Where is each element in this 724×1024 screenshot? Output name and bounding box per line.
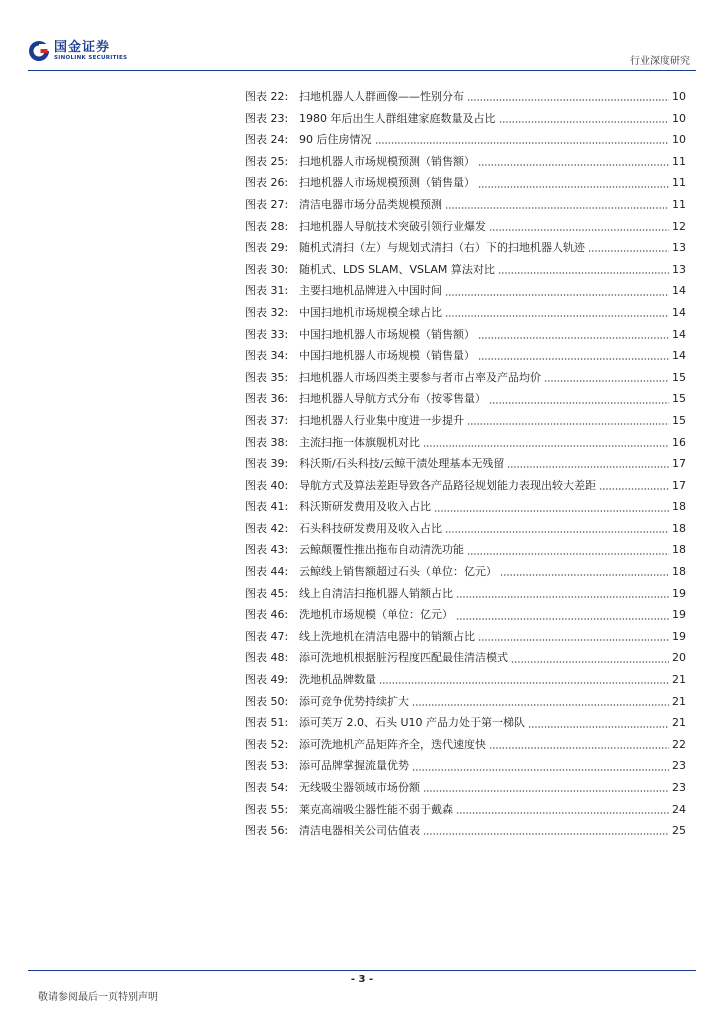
dot-leader <box>544 380 669 382</box>
figure-title: 主流扫拖一体旗舰机对比 <box>299 435 420 449</box>
toc-entry[interactable] <box>245 280 686 302</box>
figure-number: 图表 44: <box>245 565 289 579</box>
toc-entry[interactable] <box>245 496 686 518</box>
toc-entry[interactable] <box>245 539 686 561</box>
page-ref: 23 <box>672 781 686 794</box>
toc-entry[interactable] <box>245 172 686 194</box>
figure-title: 扫地机器人导航方式分布（按零售量） <box>299 392 486 406</box>
page-ref: 15 <box>672 413 686 427</box>
dot-leader <box>528 726 669 728</box>
page-ref: 10 <box>672 90 686 103</box>
figure-number: 图表 39: <box>245 457 289 471</box>
figure-title: 莱克高端吸尘器性能不弱于戴森 <box>299 802 453 816</box>
dot-leader <box>423 445 669 447</box>
figure-number: 图表 48: <box>245 651 289 665</box>
dot-leader <box>434 510 669 512</box>
page-ref: 18 <box>672 543 686 557</box>
dot-leader <box>489 402 669 404</box>
page-ref: 17 <box>672 478 686 492</box>
figure-number: 图表 32: <box>245 305 289 319</box>
page-ref: 18 <box>672 500 686 514</box>
page-ref: 14 <box>672 305 686 319</box>
figure-title: 扫地机器人市场规模预测（销售额） <box>299 154 475 168</box>
page-ref: 17 <box>672 457 686 471</box>
figure-number: 图表 45: <box>245 586 289 600</box>
figure-number: 图表 51: <box>245 716 289 730</box>
toc-entry[interactable] <box>245 108 686 130</box>
toc-entry[interactable] <box>245 626 686 648</box>
figure-title: 添可芙万 2.0、石头 U10 产品力处于第一梯队 <box>299 716 526 730</box>
dot-leader <box>445 207 669 209</box>
disclaimer-note: 敬请参阅最后一页特别声明 <box>38 992 158 1003</box>
figure-title: 扫地机器人市场四类主要参与者市占率及产品均价 <box>299 370 541 384</box>
figure-title: 扫地机器人导航技术突破引领行业爆发 <box>299 219 486 233</box>
figure-title: 无线吸尘器领域市场份额 <box>299 781 420 794</box>
figure-number: 图表 46: <box>245 608 289 622</box>
figure-title: 导航方式及算法差距导致各产品路径规划能力表现出较大差距 <box>299 478 596 492</box>
toc-entry[interactable] <box>245 194 686 216</box>
toc-entry[interactable] <box>245 345 686 367</box>
figure-number: 图表 27: <box>245 197 289 211</box>
page-ref: 11 <box>672 154 686 168</box>
figure-number: 图表 54: <box>245 781 289 794</box>
dot-leader <box>379 682 669 684</box>
toc-entry[interactable] <box>245 453 686 475</box>
figure-title: 90 后住房情况 <box>299 133 372 147</box>
figure-number: 图表 40: <box>245 478 289 492</box>
logo-english-name: SINOLINK SECURITIES <box>54 54 128 61</box>
page-ref: 18 <box>672 565 686 579</box>
toc-entry[interactable] <box>245 475 686 497</box>
dot-leader <box>445 315 669 317</box>
toc-entry[interactable] <box>245 561 686 583</box>
toc-entry[interactable] <box>245 777 686 799</box>
toc-entry[interactable] <box>245 518 686 540</box>
toc-entry[interactable] <box>245 820 686 842</box>
dot-leader <box>412 704 669 706</box>
figure-number: 图表 37: <box>245 413 289 427</box>
figure-title: 洗地机品牌数量 <box>299 673 376 687</box>
toc-entry[interactable] <box>245 755 686 777</box>
company-logo <box>28 40 127 62</box>
figure-number: 图表 31: <box>245 284 289 298</box>
toc-entry[interactable] <box>245 734 686 756</box>
dot-leader <box>478 358 669 360</box>
figure-number: 图表 50: <box>245 694 289 708</box>
page-ref: 21 <box>672 716 686 730</box>
figure-title: 添可竞争优势持续扩大 <box>299 694 409 708</box>
page-ref: 15 <box>672 392 686 406</box>
figure-number: 图表 53: <box>245 759 289 773</box>
figure-title: 中国扫地机器人市场规模（销售额） <box>299 327 475 341</box>
figure-number: 图表 41: <box>245 500 289 514</box>
toc-entry[interactable] <box>245 216 686 238</box>
toc-entry[interactable] <box>245 129 686 151</box>
toc-entry[interactable] <box>245 302 686 324</box>
dot-leader <box>478 186 669 188</box>
figure-number: 图表 34: <box>245 349 289 363</box>
figure-number: 图表 52: <box>245 737 289 751</box>
figure-number: 图表 55: <box>245 802 289 816</box>
figure-title: 添可洗地机产品矩阵齐全，迭代速度快 <box>299 737 486 751</box>
page-ref: 18 <box>672 521 686 535</box>
toc-entry[interactable] <box>245 691 686 713</box>
dot-leader <box>445 294 669 296</box>
toc-entry[interactable] <box>245 799 686 821</box>
figure-index-list <box>245 86 686 842</box>
figure-number: 图表 42: <box>245 521 289 535</box>
toc-entry[interactable] <box>245 86 686 108</box>
page-ref: 12 <box>672 219 686 233</box>
toc-entry[interactable] <box>245 712 686 734</box>
page-ref: 19 <box>672 608 686 622</box>
dot-leader <box>500 574 669 576</box>
figure-number: 图表 49: <box>245 673 289 687</box>
dot-leader <box>588 250 669 252</box>
toc-entry[interactable] <box>245 604 686 626</box>
dot-leader <box>423 790 669 792</box>
figure-title: 添可品牌掌握流量优势 <box>299 759 409 773</box>
dot-leader <box>467 423 669 425</box>
dot-leader <box>511 661 669 663</box>
page-ref: 22 <box>672 737 686 751</box>
dot-leader <box>489 747 669 749</box>
page-ref: 20 <box>672 651 686 665</box>
figure-title: 科沃斯/石头科技/云鲸干渍处理基本无残留 <box>299 457 505 471</box>
dot-leader <box>467 553 669 555</box>
figure-title: 扫地机器人市场规模预测（销售量） <box>299 176 475 190</box>
toc-entry[interactable] <box>245 324 686 346</box>
figure-title: 线上洗地机在清洁电器中的销额占比 <box>299 629 475 643</box>
dot-leader <box>489 229 669 231</box>
page-ref: 14 <box>672 284 686 298</box>
report-type: 行业深度研究 <box>630 56 690 67</box>
toc-entry[interactable] <box>245 237 686 259</box>
dot-leader <box>467 99 669 101</box>
figure-title: 石头科技研发费用及收入占比 <box>299 521 442 535</box>
figure-title: 扫地机器人行业集中度进一步提升 <box>299 413 464 427</box>
figure-title: 扫地机器人人群画像——性别分布 <box>299 90 464 103</box>
dot-leader <box>445 531 669 533</box>
logo-icon <box>28 40 50 62</box>
dot-leader <box>499 121 670 123</box>
page-ref: 14 <box>672 349 686 363</box>
figure-number: 图表 26: <box>245 176 289 190</box>
figure-title: 添可洗地机根据脏污程度匹配最佳清洁模式 <box>299 651 508 665</box>
dot-leader <box>456 596 669 598</box>
figure-number: 图表 30: <box>245 262 289 276</box>
figure-title: 随机式清扫（左）与规划式清扫（右）下的扫地机器人轨迹 <box>299 241 585 255</box>
logo-chinese-name: 国金证券 <box>54 39 111 55</box>
page-ref: 19 <box>672 629 686 643</box>
header-divider <box>28 70 696 71</box>
page-ref: 21 <box>672 694 686 708</box>
figure-number: 图表 43: <box>245 543 289 557</box>
figure-number: 图表 22: <box>245 90 289 103</box>
page-ref: 13 <box>672 262 686 276</box>
figure-number: 图表 47: <box>245 629 289 643</box>
page-ref: 15 <box>672 370 686 384</box>
toc-entry[interactable] <box>245 647 686 669</box>
figure-number: 图表 25: <box>245 154 289 168</box>
figure-title: 清洁电器相关公司估值表 <box>299 824 420 838</box>
figure-title: 云鲸颠覆性推出拖布自动清洗功能 <box>299 543 464 557</box>
dot-leader <box>478 639 669 641</box>
figure-title: 科沃斯研发费用及收入占比 <box>299 500 431 514</box>
page-header <box>28 40 696 70</box>
figure-title: 洗地机市场规模（单位：亿元） <box>299 608 453 622</box>
dot-leader <box>456 618 669 620</box>
page-ref: 25 <box>672 824 686 838</box>
page-ref: 23 <box>672 759 686 773</box>
page-ref: 10 <box>672 111 686 125</box>
toc-entry[interactable] <box>245 259 686 281</box>
page-number: - 3 - <box>350 974 374 985</box>
dot-leader <box>375 142 670 144</box>
dot-leader <box>478 337 669 339</box>
toc-entry[interactable] <box>245 151 686 173</box>
page-ref: 10 <box>672 133 686 147</box>
page-ref: 11 <box>672 176 686 190</box>
figure-number: 图表 33: <box>245 327 289 341</box>
figure-title: 线上自清洁扫拖机器人销额占比 <box>299 586 453 600</box>
footer-divider <box>28 970 696 971</box>
figure-number: 图表 38: <box>245 435 289 449</box>
page-ref: 19 <box>672 586 686 600</box>
figure-title: 中国扫地机器人市场规模（销售量） <box>299 349 475 363</box>
figure-title: 清洁电器市场分品类规模预测 <box>299 197 442 211</box>
page-ref: 13 <box>672 241 686 255</box>
toc-entry[interactable] <box>245 432 686 454</box>
page-ref: 11 <box>672 197 686 211</box>
figure-number: 图表 29: <box>245 241 289 255</box>
figure-title: 主要扫地机品牌进入中国时间 <box>299 284 442 298</box>
page-ref: 21 <box>672 673 686 687</box>
page-ref: 24 <box>672 802 686 816</box>
toc-entry[interactable] <box>245 669 686 691</box>
toc-entry[interactable] <box>245 583 686 605</box>
figure-title: 云鲸线上销售额超过石头（单位：亿元） <box>299 565 497 579</box>
page-ref: 16 <box>672 435 686 449</box>
figure-number: 图表 28: <box>245 219 289 233</box>
figure-title: 随机式、LDS SLAM、VSLAM 算法对比 <box>299 262 495 276</box>
toc-entry[interactable] <box>245 410 686 432</box>
dot-leader <box>456 812 669 814</box>
toc-entry[interactable] <box>245 367 686 389</box>
dot-leader <box>423 833 669 835</box>
dot-leader <box>507 466 669 468</box>
dot-leader <box>599 488 669 490</box>
figure-number: 图表 23: <box>245 111 289 125</box>
figure-number: 图表 56: <box>245 824 289 838</box>
figure-number: 图表 35: <box>245 370 289 384</box>
figure-title: 中国扫地机市场规模全球占比 <box>299 305 442 319</box>
dot-leader <box>412 769 669 771</box>
dot-leader <box>478 164 669 166</box>
figure-number: 图表 36: <box>245 392 289 406</box>
page-ref: 14 <box>672 327 686 341</box>
figure-number: 图表 24: <box>245 133 289 147</box>
dot-leader <box>498 272 669 274</box>
toc-entry[interactable] <box>245 388 686 410</box>
figure-title: 1980 年后出生人群组建家庭数量及占比 <box>299 111 496 125</box>
